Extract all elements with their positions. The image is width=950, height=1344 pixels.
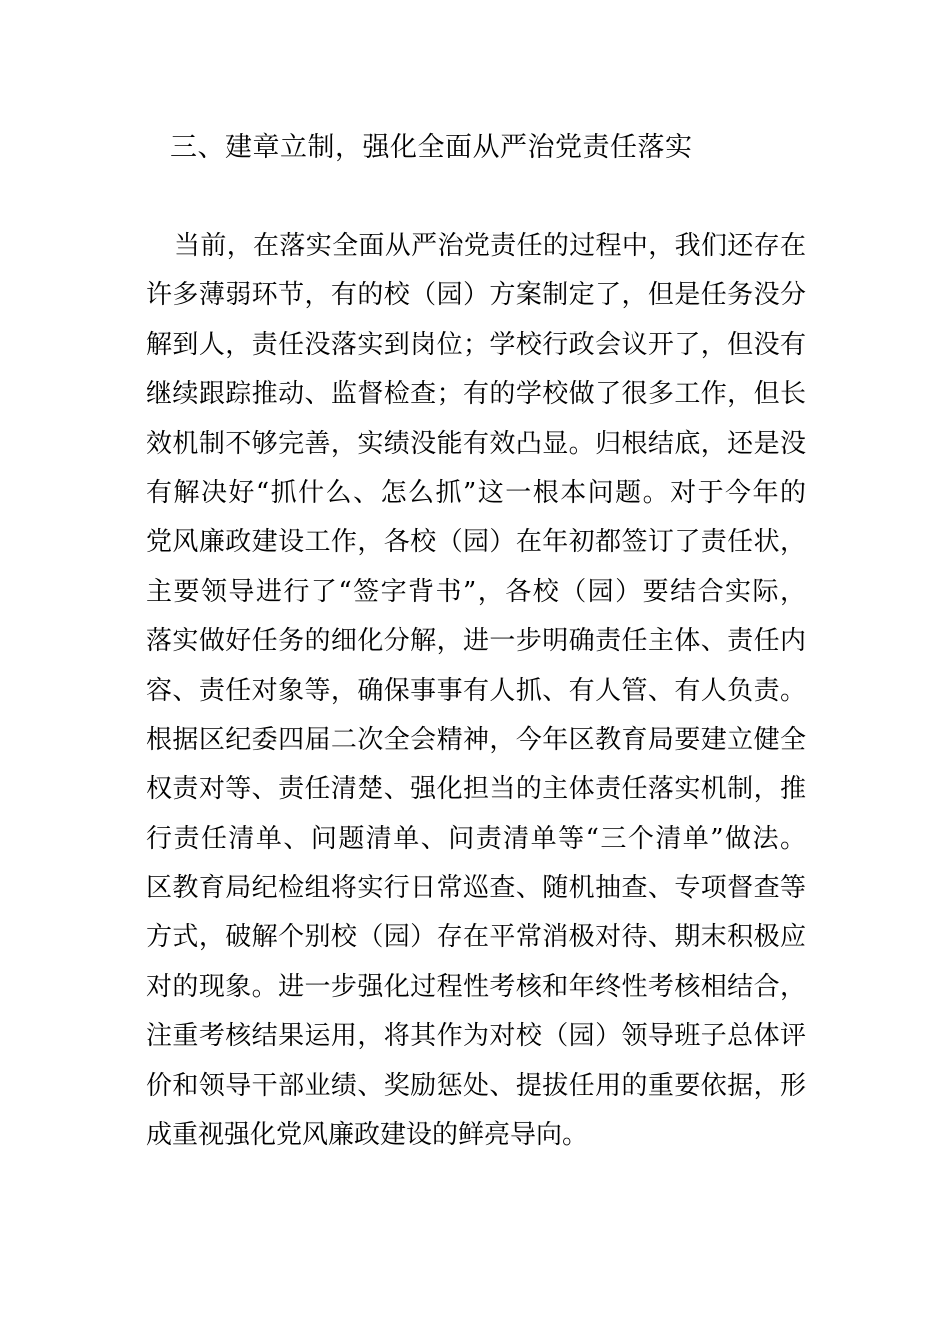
- paragraph-line: 注重考核结果运用，将其作为对校（园）领导班子总体评: [146, 1021, 806, 1052]
- paragraph-line: 当前，在落实全面从严治党责任的过程中，我们还存在: [174, 231, 806, 261]
- paragraph-line: 价和领导干部业绩、奖励惩处、提拔任用的重要依据，形: [146, 1070, 806, 1101]
- paragraph-line: 成重视强化党风廉政建设的鲜亮导向。: [146, 1120, 589, 1151]
- paragraph-line: 区教育局纪检组将实行日常巡查、随机抽查、专项督查等: [146, 873, 806, 904]
- paragraph-line: 方式，破解个别校（园）存在平常消极对待、期末积极应: [146, 922, 806, 953]
- paragraph-line: 对的现象。进一步强化过程性考核和年终性考核相结合，: [146, 971, 806, 1002]
- paragraph-line: 有解决好“抓什么、怎么抓”这一根本问题。对于今年的: [146, 477, 806, 508]
- paragraph-line: 党风廉政建设工作，各校（园）在年初都签订了责任状，: [146, 527, 806, 558]
- paragraph-line: 落实做好任务的细化分解，进一步明确责任主体、责任内: [146, 626, 806, 657]
- paragraph-line: 许多薄弱环节，有的校（园）方案制定了，但是任务没分: [146, 280, 806, 311]
- section-paragraph: [146, 222, 806, 1160]
- paragraph-line: 主要领导进行了“签字背书”，各校（园）要结合实际，: [146, 576, 806, 607]
- paragraph-line: 解到人，责任没落实到岗位；学校行政会议开了，但没有: [146, 329, 806, 360]
- paragraph-line: 效机制不够完善，实绩没能有效凸显。归根结底，还是没: [146, 428, 806, 459]
- paragraph-line: 继续跟踪推动、监督检查；有的学校做了很多工作，但长: [146, 379, 806, 410]
- paragraph-line: 行责任清单、问题清单、问责清单等“三个清单”做法。: [146, 823, 806, 854]
- paragraph-line: 容、责任对象等，确保事事有人抓、有人管、有人负责。: [146, 675, 806, 706]
- paragraph-line: 根据区纪委四届二次全会精神，今年区教育局要建立健全: [146, 724, 806, 755]
- section-heading: 三、建章立制，强化全面从严治党责任落实: [170, 132, 693, 163]
- paragraph-line: 权责对等、责任清楚、强化担当的主体责任落实机制，推: [146, 774, 806, 805]
